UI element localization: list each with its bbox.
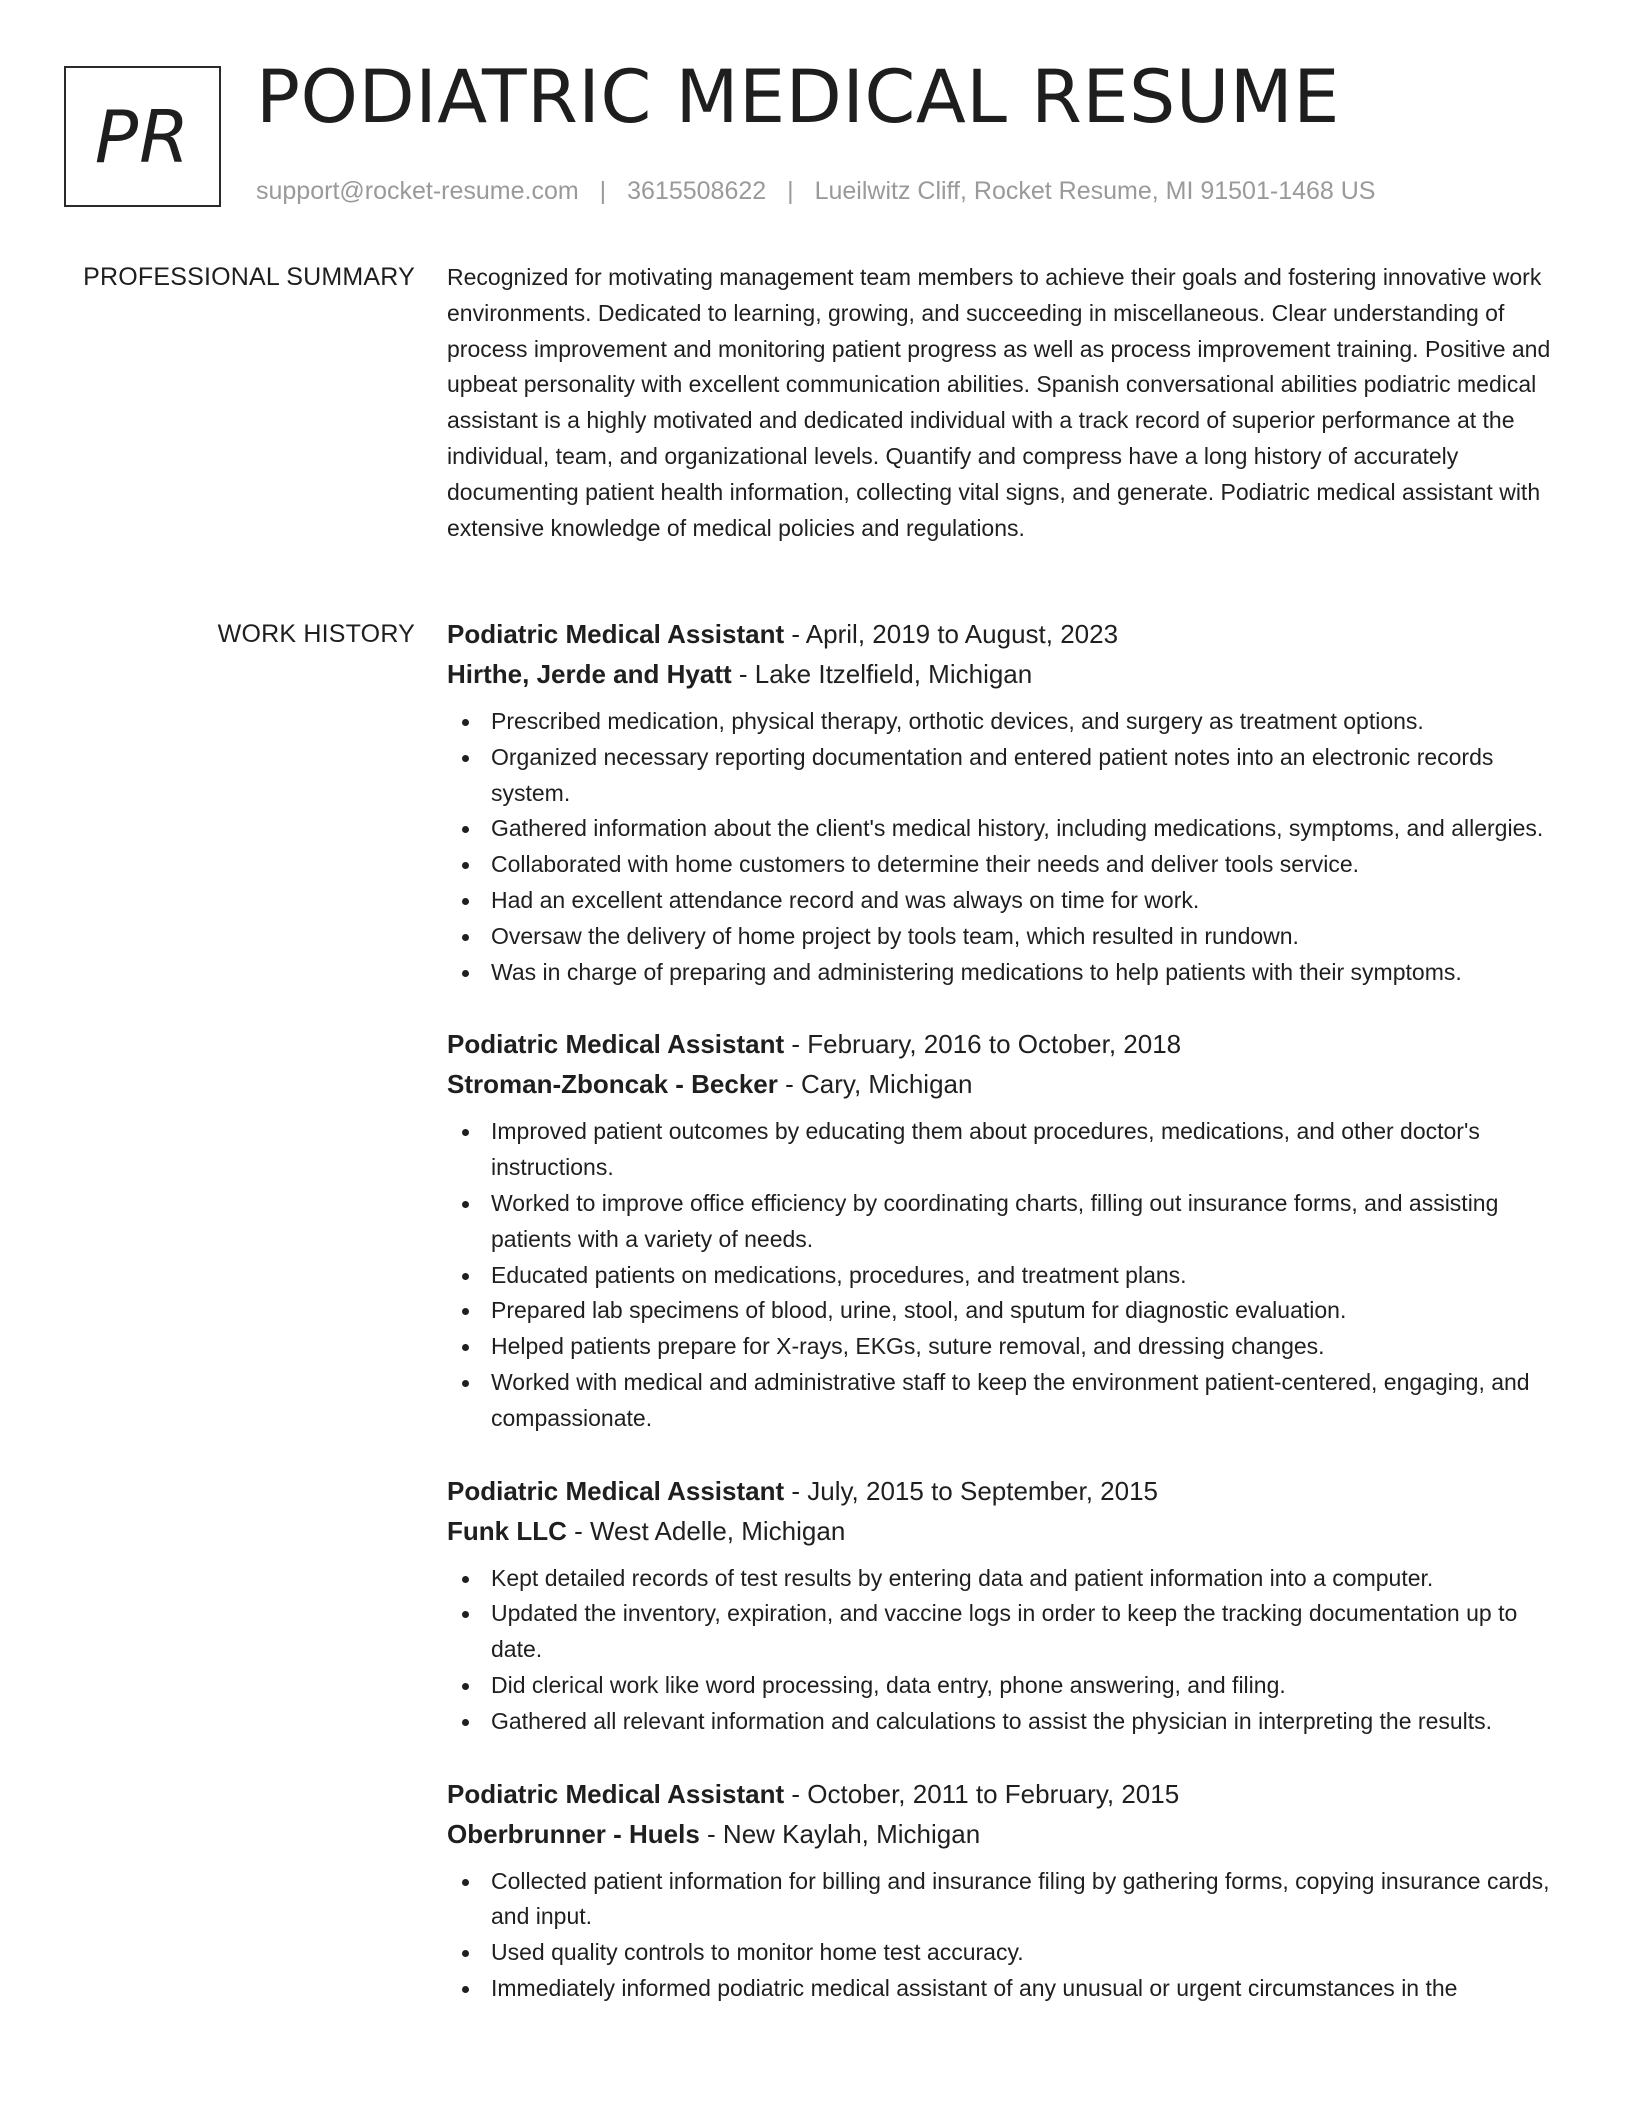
job-duty-item: Prescribed medication, physical therapy, orthotic devices, and surgery as treatment options. [447, 704, 1567, 740]
job-location: - Lake Itzelfield, Michigan [731, 659, 1033, 689]
job-duty-item: Worked with medical and administrative staff to keep the environment patient-centered, engaging, and compassionate. [447, 1365, 1567, 1437]
contact-email: support@rocket-resume.com [256, 177, 579, 205]
job-duty-item: Updated the inventory, expiration, and vaccine logs in order to keep the tracking documentation up to date. [447, 1596, 1567, 1668]
job-title: Podiatric Medical Assistant [447, 1029, 785, 1060]
job-duty-item: Prepared lab specimens of blood, urine, stool, and sputum for diagnostic evaluation. [447, 1293, 1567, 1329]
monogram-initials: PR [94, 94, 191, 179]
job-title: Podiatric Medical Assistant [447, 619, 785, 649]
job-duty-item: Was in charge of preparing and administering medications to help patients with their symptoms. [447, 955, 1567, 991]
job-location: - New Kaylah, Michigan [699, 1818, 981, 1849]
job-duty-item: Gathered all relevant information and calculations to assist the physician in interpreting the results. [447, 1704, 1567, 1740]
job-title-line [447, 614, 1567, 654]
job-company: Funk LLC [447, 1515, 567, 1546]
job-duty-item: Did clerical work like word processing, data entry, phone answering, and filing. [447, 1668, 1567, 1704]
job-dates: - February, 2016 to October, 2018 [784, 1029, 1182, 1060]
contact-separator: | [787, 177, 794, 205]
job-title: Podiatric Medical Assistant [447, 1475, 785, 1506]
job-company-line [447, 1511, 1567, 1551]
job-duty-item: Oversaw the delivery of home project by tools team, which resulted in rundown. [447, 919, 1567, 955]
job-title-line [447, 1024, 1567, 1064]
job-duty-item: Educated patients on medications, procedures, and treatment plans. [447, 1258, 1567, 1294]
job-duty-item: Improved patient outcomes by educating them about procedures, medications, and other doctor's instructions. [447, 1114, 1567, 1186]
summary-heading: PROFESSIONAL SUMMARY [83, 263, 415, 291]
job-company-line [447, 654, 1567, 694]
job-company: Stroman-Zboncak - Becker [447, 1069, 778, 1100]
contact-line [256, 174, 1375, 208]
job-duties-list [447, 1114, 1567, 1436]
job-dates: - April, 2019 to August, 2023 [784, 619, 1119, 649]
job-company-line [447, 1064, 1567, 1104]
work-history-heading: WORK HISTORY [217, 620, 415, 648]
monogram-box [64, 66, 221, 207]
job-entry [447, 1774, 1567, 2007]
summary-text: Recognized for motivating management team members to achieve their goals and fostering innovative work environments. Dedicated to learning, growing, and succeeding in miscellaneous. Clear understanding of process improvement and monitoring patient progress as well as process improvement training. Positive and upbeat personality with excellent communication abilities. Spanish conversational abilities podiatric medical assistant is a highly motivated and dedicated individual with a track record of superior performance at the individual, team, and organizational levels. Quantify and compress have a long history of accurately documenting patient health information, collecting vital signs, and generate. Podiatric medical assistant with extensive knowledge of medical policies and regulations. [447, 264, 1551, 541]
contact-separator: | [599, 177, 607, 205]
job-title-line [447, 1774, 1567, 1814]
resume-title: PODIATRIC MEDICAL RESUME [256, 55, 1340, 140]
job-duty-item: Helped patients prepare for X-rays, EKGs, suture removal, and dressing changes. [447, 1329, 1567, 1365]
job-duties-list [447, 1561, 1567, 1740]
job-duty-item: Immediately informed podiatric medical assistant of any unusual or urgent circumstances in the [447, 1971, 1567, 2007]
job-entry [447, 1024, 1567, 1436]
job-location: - West Adelle, Michigan [566, 1515, 846, 1546]
job-company: Oberbrunner - Huels [447, 1818, 700, 1849]
summary-body [447, 260, 1567, 546]
job-duty-item: Had an excellent attendance record and was always on time for work. [447, 883, 1567, 919]
job-dates: - October, 2011 to February, 2015 [784, 1778, 1180, 1809]
job-entry [447, 614, 1567, 990]
job-title: Podiatric Medical Assistant [447, 1778, 785, 1809]
job-duty-item: Collaborated with home customers to determine their needs and deliver tools service. [447, 847, 1567, 883]
job-company: Hirthe, Jerde and Hyatt [447, 659, 732, 689]
job-duty-item: Used quality controls to monitor home test accuracy. [447, 1935, 1567, 1971]
job-duties-list [447, 704, 1567, 990]
job-duty-item: Collected patient information for billing and insurance filing by gathering forms, copying insurance cards, and input. [447, 1864, 1567, 1936]
contact-address: Lueilwitz Cliff, Rocket Resume, MI 91501-1468 US [814, 177, 1376, 205]
job-title-line [447, 1471, 1567, 1511]
job-entry [447, 1471, 1567, 1740]
job-location: - Cary, Michigan [777, 1069, 973, 1100]
job-duty-item: Gathered information about the client's medical history, including medications, symptoms, and allergies. [447, 811, 1567, 847]
job-duties-list [447, 1864, 1567, 2007]
job-duty-item: Worked to improve office efficiency by coordinating charts, filling out insurance forms, and assisting patients with a variety of needs. [447, 1186, 1567, 1258]
job-company-line [447, 1814, 1567, 1854]
contact-phone: 3615508622 [627, 177, 767, 205]
job-dates: - July, 2015 to September, 2015 [784, 1475, 1159, 1506]
work-history-body [447, 614, 1567, 2041]
job-duty-item: Organized necessary reporting documentation and entered patient notes into an electronic records system. [447, 740, 1567, 812]
job-duty-item: Kept detailed records of test results by entering data and patient information into a computer. [447, 1561, 1567, 1597]
